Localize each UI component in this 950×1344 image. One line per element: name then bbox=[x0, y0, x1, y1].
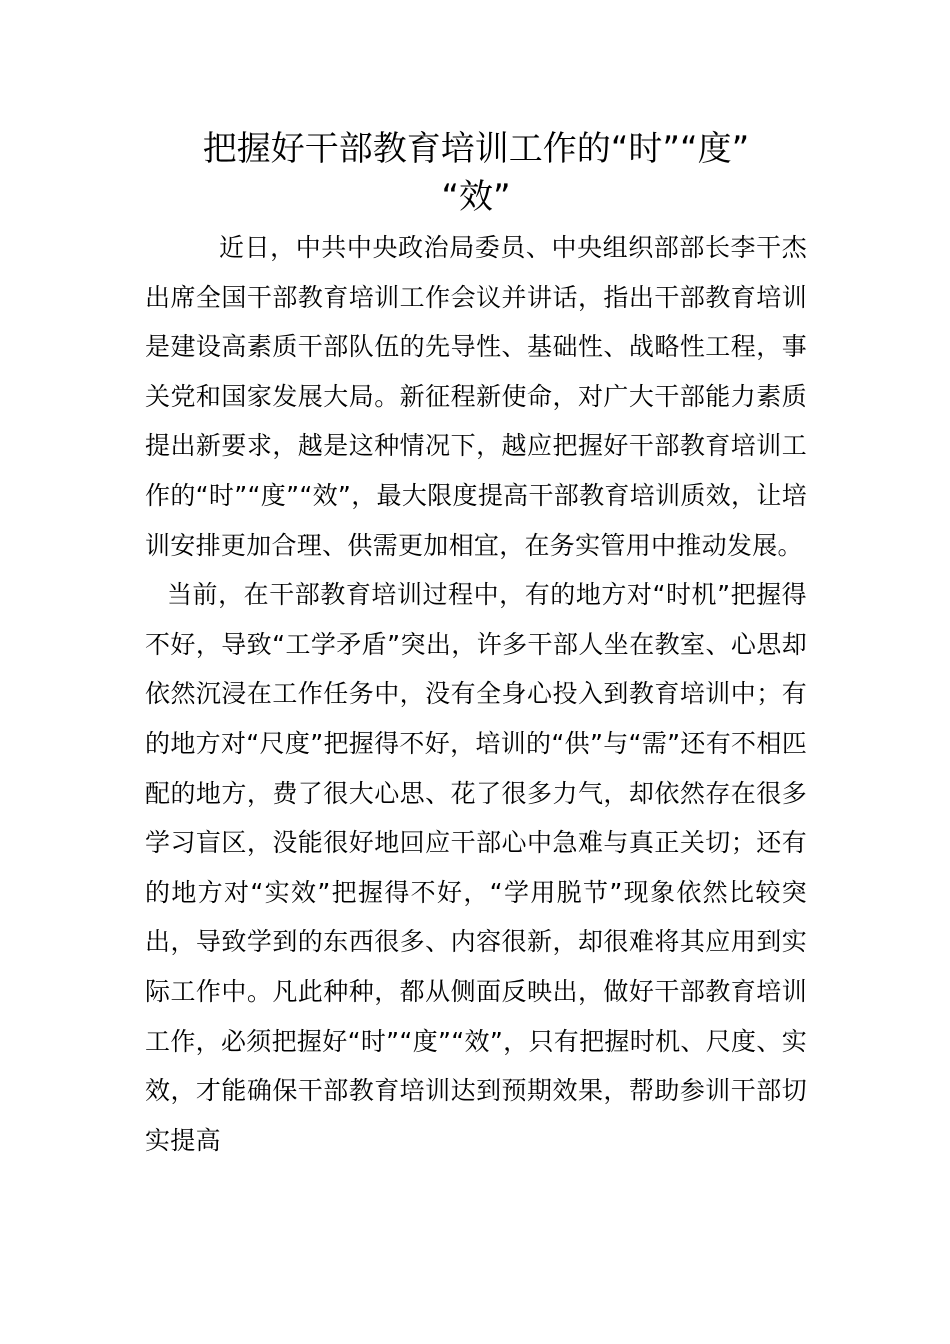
document-title bbox=[145, 125, 807, 221]
title-line-1: 把握好干部教育培训工作的“时”“度” bbox=[202, 129, 750, 169]
document-page bbox=[145, 125, 807, 1165]
paragraph-1: 近日，中共中央政治局委员、中央组织部部长李干杰出席全国干部教育培训工作会议并讲话，指出干部教育培训是建设高素质干部队伍的先导性、基础性、战略性工程，事关党和国家发展大局。新征程新使命，对广大干部能力素质提出新要求，越是这种情况下，越应把握好干部教育培训工作的“时”“度”“效”，最大限度提高干部教育培训质效，让培训安排更加合理、供需更加相宜，在务实管用中推动发展。 bbox=[145, 233, 807, 560]
title-line-2: “效” bbox=[441, 177, 511, 217]
paragraph-2: 当前，在干部教育培训过程中，有的地方对“时机”把握得不好，导致“工学矛盾”突出，许多干部人坐在教室、心思却依然沉浸在工作任务中，没有全身心投入到教育培训中；有的地方对“尺度”把握得不好，培训的“供”与“需”还有不相匹配的地方，费了很大心思、花了很多力气，却依然存在很多学习盲区，没能很好地回应干部心中急难与真正关切；还有的地方对“实效”把握得不好，“学用脱节”现象依然比较突出，导致学到的东西很多、内容很新，却很难将其应用到实际工作中。凡此种种，都从侧面反映出，做好干部教育培训工作，必须把握好“时”“度”“效”，只有把握时机、尺度、实效，才能确保干部教育培训达到预期效果，帮助参训干部切实提高 bbox=[145, 580, 807, 1155]
